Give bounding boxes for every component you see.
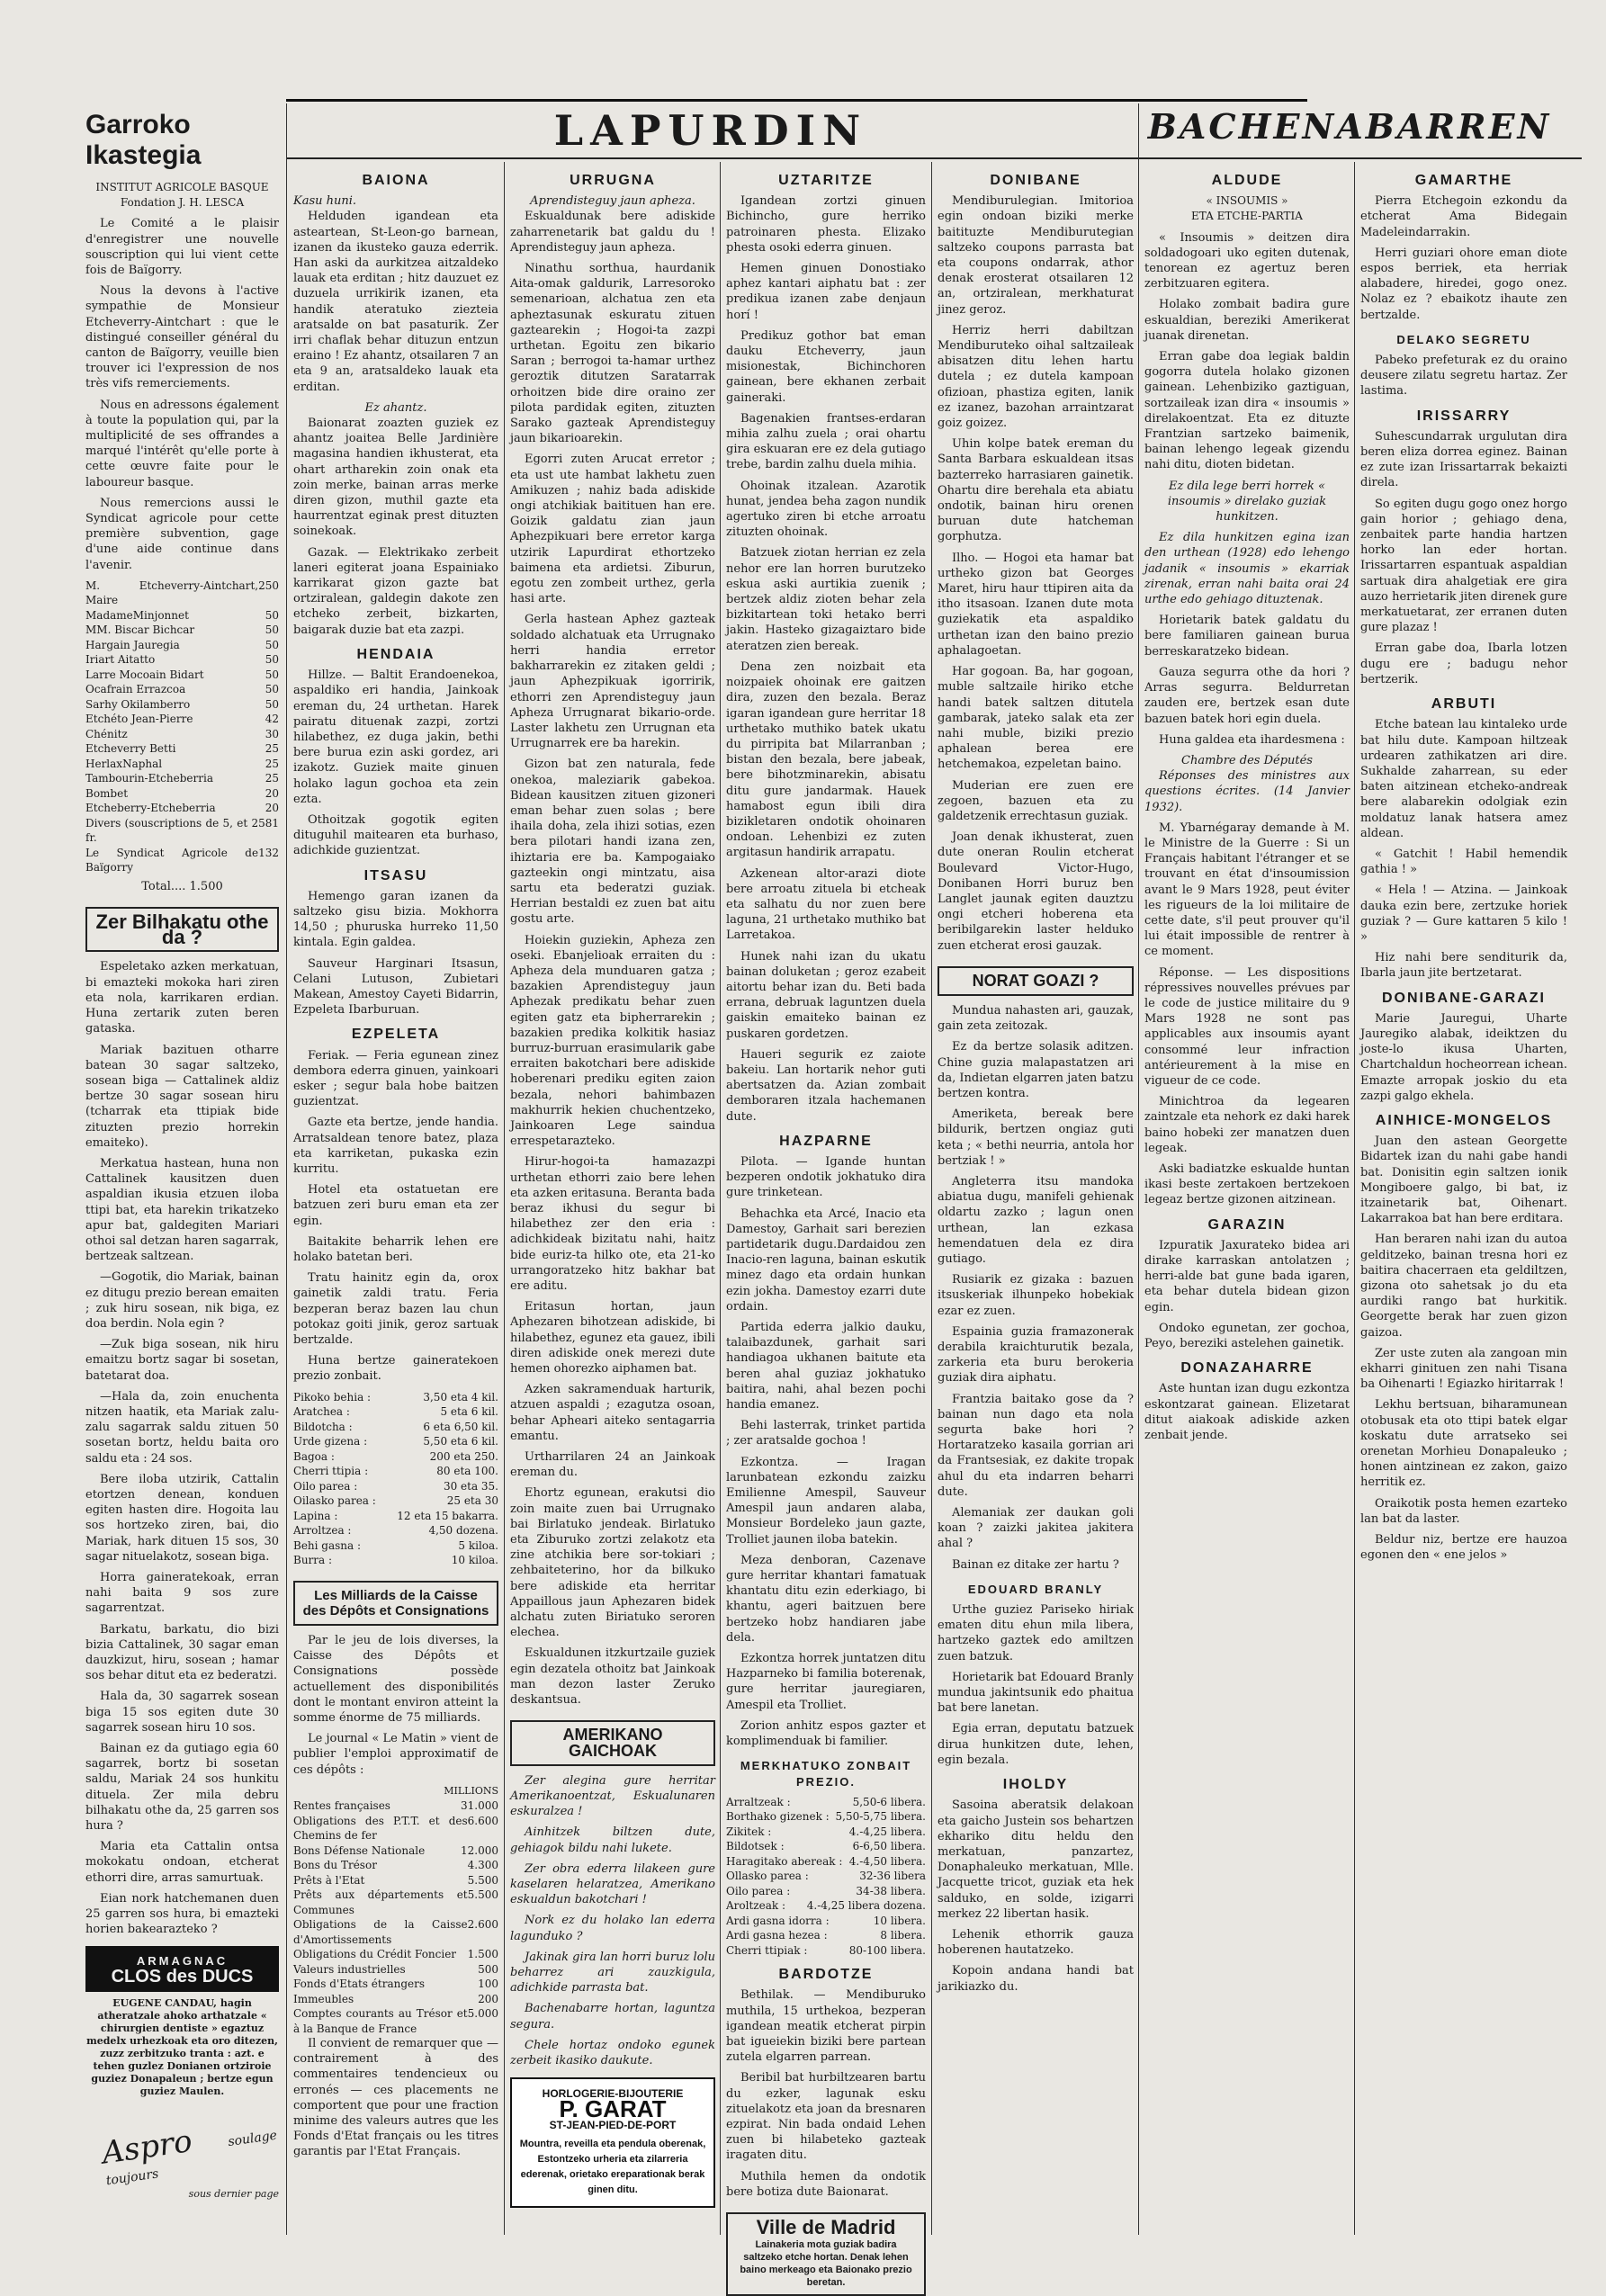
masthead-title: LAPURDIN (553, 106, 868, 155)
subscription-list (85, 578, 279, 875)
column-7: GAMARTHE Pierra Etchegoin ezkondu da etcherat Ama Bidegain Madeleindarrakin. Herri guziari ohore eman diote espos berriek, eta herriak alabadere, hiredei, gogo onez. Nolaz ez ? ebaikotz ihaute zen bertzalde. DELAKO SEGRETU Pabeko prefeturak ez du oraino deusere zilatu segretu hartaz. Zer lastima. IRISSARRY Suhescundarrak urgulutan dira beren eliza dorrea eginez. Bainan ez zute izan Irissartarrak bekaizti direla. So egiten dugu gogo onez horgo gain horior ; gehiago dena, zenbaitek parte handia hartzen horko lan eder hortan. Irissartarren espantuak aspaldian sartuak dira ahalgetiak ere gira auzo herrietarik jiten direnek gure merkatuetarat, zer erranen duten gure plazaz ! Erran gabe doa, Ibarla lotzen dugu ere ; badugu nehor bertzerik. ARBUTI Etche batean lau kintaleko urde bat hilu dute. Kampoan hiltzeak urdearen zathikatzen ari dire. Sukhalde zaharrean, su eder baten aitzinean etcheko-andreak bere alabarekin odolgiak ezin moldatuz lanak hatsera amez aldean. « Gatchit ! Habil hemendik gathia ! » « Hela ! — Atzina. — Jainkoak dauka ezin bere, zertzuke horiek guziak ? — Gure kattaren 5 kilo ! » Hiz nahi bere senditurik da, Ibarla jaun jite bertzetarat. DONIBANE-GARAZI Marie Jauregui, Uharte Jauregiko alabak, ideiktzen du joste-lo ikusa Uharten, Chartchaldun hocheorrean ichean. Emazte arropak joskio du eta zazpi galgo ekhela. AINHICE-MONGELOS Juan den astean Georgette Bidartek izan du nahi gabe handi bat. Donisitin egin saltzen ionik Mongiboere galgo, bi bat, iz itzainetarik bat, Oihenart. Lakarrakoa bat han bere erditara. Han beraren nahi izan du autoa gelditzeko, bainan tresna hori ez baitira chacerraen eta geldiltzen, gizona oto sahetsak jo du eta aurdiki rango bat hurkitik. Georgette berak har zuen gizon gaizoa. Zer uste zuten ala zangoan min ekharri ginituen zen nahi Tisana ba Oihenarti ! Egiazko hiritarrak ! Lekhu bertsuan, biharamunean otobusak eta oto ttipi batek elgar koskatu dute arratseko sei orenetan Morhieu Donapaleuko ; honen aintzinean ez zakon, gaizo herritik ez. Oraikotik posta hemen ezarteko lan bat da laster. Beldur niz, bertze ere hauzoa egonen den « ene jelos » (1360, 173, 1567, 1563)
list-item: Obligations de la Caisse d'Amortissements 2.600 (293, 1918, 498, 1946)
list-item: Aratchea : 5 eta 6 kil. (293, 1405, 498, 1419)
list-item: Prêts à l'Etat 5.500 (293, 1873, 498, 1887)
list-item: Divers (souscriptions de 5, et 2 fr. 581 (85, 816, 279, 845)
list-item: Valeurs industrielles 500 (293, 1962, 498, 1976)
ad-garat: HORLOGERIE-BIJOUTERIE P. GARAT ST-JEAN-PIED-DE-PORT Mountra, reveilla eta pendula oberenak, Estontzeko urheria eta zilarreria ederenak, orietako ereparationak berak ginen ditu. (510, 2077, 715, 2207)
institut: INSTITUT AGRICOLE BASQUE (95, 181, 269, 193)
column-1: Garroko Ikastegia INSTITUT AGRICOLE BASQUE Fondation J. H. LESCA Le Comité a le plaisir d'enregistrer une nouvelle souscription qui lui vient cette fois de Baïgorry. Nous la devons à l'active sympathie de Monsieur Etcheverry-Aintchart : que le distingué conseiller général du canton de Baïgorry, veuille bien trouver ici l'expression de nos très vifs remerciements. Nous en adressons également à toute la population qui, par la multiplicité de ses offrandes a marqué l'intérêt qu'elle porte à cette œuvre faite pour le laboureur basque. Nous remercions aussi le Syndicat agricole pour cette première subvention, gage d'une aide continue dans l'avenir. M. Etcheverry-Aintchart, Maire 250 MadameMinjonnet 50 MM. Biscar Bichcar 50 Hargain Jauregia 50 Iriart Aitatto 50 Larre Mocoain Bidart 50 Ocafrain Errazcoa 50 Sarhy Okilamberro 50 Etchéto Jean-Pierre 42 Chénitz 30 Etcheverry Betti 25 HerlaxNaphal 25 Tambourin-Etcheberria 25 Bombet 20 Etcheberry-Etcheberria 20 Divers (souscriptions de 5, et 2 fr. 581 Le Syndicat Agricole de Baïgorry 132 Total.... 1.500 Zer Bilhakatu othe da ? Espeletako azken merkatuan, bi emazteki mokoka hari ziren eta nola, karrikaren erdian. Huna zertarik zuten beren gataska. Mariak bazituen otharre batean 30 sagar saltzeko, sosean biga — Cattalinek aldiz bertze 30 sagar sosean hiru (tcharrak eta ttipiak bide zituzten prezio horrekin emaiteko). Merkatua hastean, huna non Cattalinek kausitzen duen aspaldian ikusia etzuen iloba ttipi bat, eta harekin trikatzeko apur bat, galdegiten Mariari othoi sal detzan haren sagarrak, bertzeak saltzean. —Gogotik, dio Mariak, bainan ez ditugu prezio berean emaiten ; zuk hiru sosean, nik biga, ez doa berdin. Nola egin ? —Zuk biga sosean, nik hiru emaitzu bortz sagar bi sosetan, batetarat doa. —Hala da, zoin enuchenta nitzen haatik, eta Mariak zalu-zalu sagarrak saldu zituen 50 sosetan bortz, heldu baita oro saldu eta : 24 sos. Bere iloba utzirik, Cattalin etortzen denean, konduen egiten hasten dire. Hogoita lau sos hortzeko ziren, bai, dio Mariak, hark dituen 15 sos, 30 sagar nituelakotz, sosean biga. Horra gaineratekoak, erran nahi baita 9 sos zure sagarrentzat. Barkatu, barkatu, dio bizi bizia Cattalinek, 30 sagar eman dauzkizut, hiru, sosean ; hamar sos behar ditut eta ez bederatzi. Hala da, 30 sagarrek sosean biga 15 sos egiten dute 30 sagarrek sosean hiru 10 sos. Bainan ez da gutiago egia 60 sagarrek, bortz bi sosetan saldu, Mariak 24 sos hunkitu dituela. Zer mila debru bilhakatu othe da, 25 garren sos hura ? Maria eta Cattalin ontsa mokokatu ondoan, etcherat ethorri dire, arras samurtuak. Eian nork hatchemanen duen 25 garren sos hura, bi emazteki horien bakearazteko ? ARMAGNAC CLOS des DUCS EUGENE CANDAU, hagin atheratzale ahoko arthatzale « chirurgien dentiste » egaztuz medelx urhezkoak eta oro ditezen, zuzz zerbitzuko tranta : azt. e tehen guzlez Donianen ortziroie guziez Donapaleun ; bertze egun guziez Maulen. Aspro soulage toujours sous dernier page (85, 106, 279, 2230)
list-item: Oilasko parea : 25 eta 30 (293, 1494, 498, 1508)
list-item: Ardi gasna idorra : 10 libera. (726, 1914, 926, 1927)
column-6: ALDUDE « INSOUMIS » ETA ETCHE-PARTIA « Insoumis » deitzen dira soldadogoari uko egiten dutenak, tenorean ez agertuz beren zerbitzuaren egitera. Holako zombait badira gure eskualdian, bereziki Amerikerat juanak direnetan. Erran gabe doa legiak baldin gogorra dutela holako gizonen gainean. Lehenbiziko gaztiguan, sortzaileak izan dira « insoumis » direlakoentzat. Eta ez dituzte Frantzian sartzeko baimenik, bainan lehengo legeak gizendu nahi ditu, dioten bidetan. Ez dila lege berri horrek « insoumis » direlako guziak hunkitzen. Ez dila hunkitzen egina izan den urthean (1928) edo lehengo jadanik « insoumis » ekarriak zirenak, erran nahi baita orai 24 urthe edo gehiago dituztenak. Horietarik batek galdatu du bere familiaren gainean burua berreskaratzeko bidean. Gauza segurra othe da hori ? Arras segurra. Beldurretan zauden ere, bertzek esan dute bazuen batek hori egin duela. Huna galdea eta ihardesmena : Chambre des Députés Réponses des ministres aux questions écrites. (14 Janvier 1932). M. Ybarnégaray demande à M. le Ministre de la Guerre : Si un Français habitant l'étranger et se trouvant en état d'insoumission avant le 9 Mars 1928, peut éviter les rigueurs de la loi militaire de cette date, s'il peut prouver qu'il lui était impossible de rentrer à ce moment. Réponse. — Les dispositions répressives nouvelles prévues par le code de justice militaire du 9 Mars 1928 ne sont pas applicables aux insoumis ayant consommé leur infraction antérieurement à la mise en vigueur de ce code. Minichtroa da legearen zaintzale eta nehork ez daki harek baino hobeki zer manatzen duen legeak. Aski badiatzke eskualde huntan ikasi beste zertakoen bertzekoen legeaz bertze gizonen aitzinean. GARAZIN Izpuratik Jaxurateko bidea ari dirake karraskan antolatzen ; herri-alde bat gune bada igaren, eta behar dutela bidean gizon egin. Ondoko egunetan, zer gochoa, Peyo, bereziki astelehen gainetik. DONAZAHARRE Aste huntan izan dugu ezkontza eskontzarat gainean. Elizetarat ditut aiakoak adiskide azken zenbait jende. (1144, 173, 1350, 1443)
list-item: Ocafrain Errazcoa 50 (85, 683, 279, 696)
list-item: Borthako gizenek : 5,50-5,75 libera. (726, 1810, 926, 1824)
list-item: Etcheberry-Etcheberria 20 (85, 802, 279, 815)
list-item: Bildotsek : 6-6,50 libera. (726, 1840, 926, 1853)
list-item: Arroltzea : 4,50 dozena. (293, 1524, 498, 1538)
list-item: Prêts aux départements et Communes 5.500 (293, 1888, 498, 1916)
list-item: Oilo parea : 30 eta 35. (293, 1479, 498, 1493)
list-item: Le Syndicat Agricole de Baïgorry 132 (85, 846, 279, 874)
list-item: Immeubles 200 (293, 1992, 498, 2005)
list-item: Bagoa : 200 eta 250. (293, 1449, 498, 1463)
list-item: Obligations du Crédit Foncier 1.500 (293, 1948, 498, 1961)
box-milliards: Les Milliards de la Caisse des Dépôts et Consignations (293, 1581, 498, 1626)
masthead-rule (286, 99, 1307, 102)
ad-armagnac: ARMAGNAC CLOS des DUCS (85, 1946, 279, 1991)
list-item: Lapina : 12 eta 15 bakarra. (293, 1509, 498, 1522)
list-item: Ollasko parea : 32-36 libera (726, 1870, 926, 1883)
list-item: Arraltzeak : 5,50-6 libera. (726, 1795, 926, 1808)
list-item: Bildotcha : 6 eta 6,50 kil. (293, 1420, 498, 1433)
list-item: Tambourin-Etcheberria 25 (85, 772, 279, 785)
masthead-underline (286, 157, 1582, 159)
list-item: Pikoko behia : 3,50 eta 4 kil. (293, 1390, 498, 1404)
list-item: Burra : 10 kiloa. (293, 1554, 498, 1567)
ezpeleta-prices (293, 1390, 498, 1568)
list-item: Ardi gasna hezea : 8 libera. (726, 1929, 926, 1942)
box-amerikano: AMERIKANO GAICHOAK (510, 1720, 715, 1765)
deposits-list (293, 1798, 498, 2036)
list-item: Bons Défense Nationale 12.000 (293, 1843, 498, 1857)
list-item: Larre Mocoain Bidart 50 (85, 668, 279, 681)
list-item: Cherri ttipiak : 80-100 libera. (726, 1943, 926, 1957)
fondation: Fondation J. H. LESCA (120, 196, 245, 210)
list-item: M. Etcheverry-Aintchart, Maire 250 (85, 578, 279, 607)
box-zer-bilhakatu: Zer Bilhakatu othe da ? (85, 907, 279, 952)
subscription-total: Total.... 1.500 (141, 879, 223, 893)
list-item: HerlaxNaphal 25 (85, 757, 279, 770)
list-item: Cherri ttipia : 80 eta 100. (293, 1465, 498, 1478)
list-item: Etcheverry Betti 25 (85, 742, 279, 756)
list-item: Oilo parea : 34-38 libera. (726, 1884, 926, 1897)
masthead-title-right: BACHENABARREN (1147, 106, 1552, 147)
list-item: Chénitz 30 (85, 727, 279, 740)
ad-aspro: Aspro soulage toujours (99, 2122, 278, 2189)
title-garroko: Garroko Ikastegia (85, 110, 202, 170)
list-item: Zikitek : 4.-4,25 libera. (726, 1825, 926, 1838)
list-item: MadameMinjonnet 50 (85, 608, 279, 622)
list-item: Bombet 20 (85, 786, 279, 800)
list-item: Hargain Jauregia 50 (85, 638, 279, 651)
ad-ville-de-madrid: Ville de Madrid Lainakeria mota guziak badira saltzeko etche hortan. Denak lehen baino merkeago eta Baionako prezio beretan. (726, 2212, 926, 2296)
column-2: BAIONA Kasu huni. Helduden igandean eta asteartean, St-Leon-go barnean, izanen da ikusteko gauza ederrik. Han aski da aurkitzea aitzaldeko lauak eta erditan ; hitz dauzuet ez duzuela urrikirik izanen, eta handik ateratuko ziezteia aratsalde on bat pasaturik. Zer irri chaflak behar dituzun entzun eraino ! Ez ahantz, otsailaren 7 an eta 9 an, aratsaldeko lauak eta erditan. Ez ahantz. Baionarat zoazten guziek ez ahantz joaitea Belle Jardinière magasina handien ikhusterat, eta ohart artharekin zoin onak eta zoin merke, bainan arras merke diren gizon, muthil gazte eta haurrentzat eginak prest dituzten soinekoak. Gazak. — Elektrikako zerbeit laneri egiterat joana Espainiako karrikarat gizon gazte bat ortziralean, galdegin dakote zen etcheko zerbeit, bizkarten, baigarak duzie bat eta zazpi. HENDAIA Hillze. — Baltit Erandoenekoa, aspaldiko eri handia, Jainkoak ereman du, 24 urthetan. Harek pairatu dituenak zazpi, zortzi hilabethez, ez duga jakin, bethi bere burua ezin aski gordez, ari izakotz. Guziek maite ginuen holako lagun gochoa eta zein ezta. Othoitzak gogotik egiten dituguhil maitearen eta burhaso, adichkide guzientzat. ITSASU Hemengo garan izanen da saltzeko gisu bizia. Mokhorra 14,50 ; phuruska hurreko 11,50 kintala. Egin galdea. Sauveur Harginari Itsasun, Celani Lutuson, Zubietari Makean, Amestoy Cayeti Bidarrin, Ezpeleta Ibarburuan. EZPELETA Feriak. — Feria egunean zinez dembora ederra ginuen, yainkoari esker ; segur bala hobe baitzen guzientzat. Gazte eta bertze, jende handia. Arratsaldean tenore batez, plaza eta karriketan, pukaska ezin kurritu. Hotel eta ostatuetan ere batzuen zeri buru eman eta zer egin. Baitakite beharrik lehen ere holako batetan beri. Tratu hainitz egin da, orox gainetik zaldi tratu. Feria bezperan beraz bazen lau chun potokaz goiti jinik, geroz sartuak bertzalde. Huna bertze gaineratekoen prezio zonbait. Pikoko behia : 3,50 eta 4 kil. Aratchea : 5 eta 6 kil. Bildotcha : 6 eta 6,50 kil. Urde gizena : 5,50 eta 6 kil. Bagoa : 200 eta 250. Cherri ttipia : 80 eta 100. Oilo parea : 30 eta 35. Oilasko parea : 25 eta 30 Lapina : 12 eta 15 bakarra. Arroltzea : 4,50 dozena. Behi gasna : 5 kiloa. Burra : 10 kiloa. Les Milliards de la Caisse des Dépôts et Consignations Par le jeu de lois diverses, la Caisse des Dépôts et Consignations possède actuellement des disponibilités dont le montant environ atteint la somme énorme de 75 milliards. Le journal « Le Matin » vient de publier l'emploi approximatif de ces dépôts : MILLIONS Rentes françaises 31.000 Obligations des P.T.T. et des Chemins de fer 6.600 Bons Défense Nationale 12.000 Bons du Trésor 4.300 Prêts à l'Etat 5.500 Prêts aux départements et Communes 5.500 Obligations de la Caisse d'Amortissements 2.600 Obligations du Crédit Foncier 1.500 Valeurs industrielles 500 Fonds d'Etats étrangers 100 Immeubles 200 Comptes courants au Trésor et à la Banque de France 5.000 Il convient de remarquer que — contrairement à des commentaires tendencieux ou erronés — ces placements ne comportent que pour une fraction minime des valeurs autres que les Fonds d'Etat français ou les titres garantis par l'Etat Français. (293, 173, 498, 2159)
list-item: Etchéto Jean-Pierre 42 (85, 713, 279, 726)
list-item: Obligations des P.T.T. et des Chemins de fer 6.600 (293, 1814, 498, 1843)
list-item: Iriart Aitatto 50 (85, 653, 279, 667)
list-item: Comptes courants au Trésor et à la Banque de France 5.000 (293, 2007, 498, 2035)
box-norat-goazi: NORAT GOAZI ? (938, 966, 1134, 996)
column-5: DONIBANE Mendiburulegian. Imitorioa egin ondoan biziki merke baitituzte Mendiburutegian saltzeko coupons parrasta bat eta coupons ondarrak, athor denak erosterat otsailaren 12 an, ortziralean, merkhaturat jinez geroz. Herriz herri dabiltzan Mendiburuteko oihal saltzaileak abisatzen ditu lehen hartu dutela ; ez dutela kampoan ofizioan, phastiza egiten, lanik ez izanez, bazohan arraintzarat goiz goizez. Uhin kolpe batek ereman du Santa Barbara eskualdean itsas bazterreko harrasiaren gainetik. Ohartu dire berehala eta abiatu ondotik, bainan hiru orenen buruan dute hatcheman gorphutza. Ilho. — Hogoi eta hamar bat urtheko gizon bat Georges Maret, hiru haur ttipiren aita da itho itsasoan. Izanen dute mota guziekatik eta aspaldiko urthetan izan den baino prezio aphalagoetan. Har gogoan. Ba, har gogoan, muble saltzaile hiriko etche handi batek saltzen ditutela gambarak, jateko salak eta zer nahi muble, biziki prezio aphalean berea ere hetchemakoa, ezpeletan baino. Muderian ere zuen ere zegoen, bazuen eta zu galdetzenik errechtasun guziak. Joan denak ikhusterat, zuen dute oneran Roulin etcherat Boulevard Victor-Hugo, Donibanen Horri buruz ben Langlet jaunak egiten dauztzu ongi etcheri hoberena eta beribilgarekin laster helduko zuen etcherat erosi gauzak. NORAT GOAZI ? Mundua nahasten ari, gauzak, gain zeta zeitozak. Ez da bertze solasik aditzen. Chine guzia malapastatzen ari da, Indietan elgarren jaten batzu bertzen kontra. Ameriketa, bereak bere bildurik, bertzen ongiaz guti keta ; « bethi neurria, antola hor bertziak ! » Angleterra itsu mandoka abiatua dugu, manifeli gehienak oldartu zazko ; lagun onen urthean, lan ezkasa hemendatuen dela ez dira gutiago. Rusiarik ez gizaka : bazuen itsuskeriak ilhunpeko hobekiak ezar ez zuen. Espainia guzia framazonerak derabila kraichturutik bezala, zarkeria eta buru berokeria guziak dira aiphatu. Frantzia baitako gose da ? bainan nun dago eta nola segurta bake hori ? Hortaratzeko kasaila gorrian ari da Frantsesiak, ez dakite tropak ahul du eta indarren beharri dute. Alemaniak zer daukan goli koan ? zaizki jakitea jakitera ahal ? Bainan ez ditake zer hartu ? EDOUARD BRANLY Urthe guziez Pariseko hiriak ematen ditu ehun mila libera, hartzeko gaztek edo amiltzen zuen batzuk. Horietarik bat Edouard Branly mundua jakintsunik edo phaitua bat bere lanetan. Egia erran, deputatu batzuek dirua hunkitzen dute, lehen, egin bezala. IHOLDY Sasoina aberatsik delakoan eta gaicho Justein sos behartzen ekhariko ditu heldu den merkatuan, panzartez, Donaphaleuko merkatuan, Mlle. Jacquette tricot, guziak eta hek salduko, en solde, izigarri merkez 22 libertan hasik. Lehenik ethorrik gauza hoberenen hautatzeko. Kopoin andana handi bat jarikiazko du. (938, 173, 1134, 1994)
list-item: Rentes françaises 31.000 (293, 1799, 498, 1813)
list-item: Aroltzeak : 4.-4,25 libera dozena. (726, 1899, 926, 1913)
list-item: Urde gizena : 5,50 eta 6 kil. (293, 1435, 498, 1448)
list-item: Sarhy Okilamberro 50 (85, 697, 279, 711)
list-item: Haragitako abereak : 4.-4,50 libera. (726, 1854, 926, 1868)
ad-candau: EUGENE CANDAU, hagin atheratzale ahoko arthatzale « chirurgien dentiste » egaztuz medelx urhezkoak eta oro ditezen, zuzz zerbitzuko tranta : azt. e tehen guzlez Donianen ortziroie guziez Donapaleun ; bertze egun guziez Maulen. (86, 1996, 278, 2097)
list-item: Behi gasna : 5 kiloa. (293, 1538, 498, 1552)
list-item: Bons du Trésor 4.300 (293, 1859, 498, 1872)
list-item: MM. Biscar Bichcar 50 (85, 623, 279, 637)
column-4: UZTARITZE Igandean zortzi ginuen Bichincho, gure herriko patroinaren phesta. Elizako phesta osoki ederra ginuen. Hemen ginuen Donostiako aphez kantari aiphatu bat : zer predikua izanen zabe denjaun horí ! Predikuz gothor bat eman dauku Etcheverry, jaun misionestak, Bichinchoren gainean, bere ekhanen zerbait gaineraki. Bagenakien frantses-erdaran mihia zalhu zuela ; orai ohartu gira eskuaran ere ez dela gutiago trebe, bardin zalhu duela mihia. Ohoinak itzalean. Azarotik hunat, jendea beha zagon nundik agertuko ziren bi etche arroatu zituzten ohoinak. Batzuek ziotan herrian ez zela nehor ere lan horren burutzeko eskua aski aurtikia zuenik ; bertzek aldiz zioten behar zela bizkitartean toki hetako berri jakin. Hasteko gizagaiztaro bide ateratzen zien bereak. Dena zen noizbait eta noizpaiek ohoinak ere gaitzen dira, zuzen den bezala. Beraz igaran igandean gure herritar 18 urthetako muthiko batek ukatu du pirripita bat Milarranban ; bistan den bezala, bere jabeak, bere bihotzminarekin, abisatu ditu gure jandarmak. Hauek hamabost egun ibili dira bizikletaren ondotik ohoinaren ondoan. Lehenbizi ez zuten argitasun handirik arrapatu. Azkenean altor-arazi diote bere arroatu zituela bi etcheak eta salhatu du nor zuen bere laguna, 21 urthetako muthiko bat Larretakoa. Hunek nahi izan du ukatu bainan doluketan ; geroz ezabeit aitortu behar izan du. Beti bada errana, debruak laguntzen duela gaiskin emaiteko bainan ez puskaren gordetzen. Haueri segurik ez zaiote bakeiu. Lan hortarik nehor guti abertsatzen da. Azian zombait demboraren itzala hachemanen dute. HAZPARNE Pilota. — Igande huntan bezperen ondotik jokhatuko dira gure trinketean. Behachka eta Arcé, Inacio eta Damestoy, Garhait sari berezien partidetarik dugu.Dardaidou zen Inacio-ren laguna, bainan eskutik minez dago eta ordain hunkan ezin jokha. Damestoy ezarri dute ordain. Partida ederra jalkio dauku, talaibazdunek, garhait sari handiagoa ukhanen baitute eta beren ahal guziaz jokhatuko baitira, nahi, ahal bezen pochi handia emanez. Behi lasterrak, trinket partida ; zer aratsalde gochoa ! Ezkontza. — Iragan larunbatean ezkondu zaizku Emilienne Amespil, Sauveur Amespil jaun andaren alaba, Monsieur Bordeleko jaun gazte, Trolliet jaunen iloba batekin. Meza denboran, Cazenave gure herritar khantari famatuak khantatu ditu ezin ederkiago, bi khantu, ageri baitzuen bere bertzeko hobz handiaren jabe dela. Ezkontza horrek juntatzen ditu Hazparneko bi familia boterenak, gure herritar jauregiaren, Amespil eta Trolliet. Zorion anhitz espos gazter et komplimenduak bi familier. MERKHATUKO ZONBAIT PREZIO. Arraltzeak : 5,50-6 libera. Borthako gizenek : 5,50-5,75 libera. Zikitek : 4.-4,25 libera. Bildotsek : 6-6,50 libera. Haragitako abereak : 4.-4,50 libera. Ollasko parea : 32-36 libera Oilo parea : 34-38 libera. Aroltzeak : 4.-4,25 libera dozena. Ardi gasna idorra : 10 libera. Ardi gasna hezea : 8 libera. Cherri ttipiak : 80-100 libera. BARDOTZE Bethilak. — Mendiburuko muthila, 15 urthekoa, bezperan igandean meatik etcherat pirpin bat igueiekin biziki bere partean zutela elgarren parrean. Beribil bat hurbiltzearen bartu du ezker, lagunak esku zituelakotz eta joan da bresnaren ezpirat. Nin bada ondaid Lehen zuen bi hilabeteko gazteak iragaten ditu. Muthila hemen da ondotik bere botiza dute Baionarat. Ville de Madrid Lainakeria mota guziak badira saltzeko etche hortan. Denak lehen baino merkeago eta Baionako prezio beretan. (726, 164, 926, 2230)
hazparne-prices (726, 1795, 926, 1959)
column-3: URRUGNA Aprendisteguy jaun apheza. Eskualdunak bere adiskide zaharrenetarik bat galdu du ! Aprendisteguy jaun apheza. Ninathu sorthua, haurdanik Aita-omak galdurik, Larresoroko semenarioan, alchatua zen eta apheztasunak eskuratu zituen gaztearekin ; Hogoi-ta zazpi urthetan. Egoitu zen bikario Saran ; berrogoi ta-hamar urthez geroztik ditutzen Saratarrak orhoitzen bide dire oraino zer pilota pardidak egiten, zituzten Sarako gazteak Aprendisteguy jaun bikarioarekin. Egorri zuten Arucat erretor ; eta ust ute hambat lakhetu zuen Amikuzen ; nahiz bada adiskide ongi atchikiak baitituen han ere. Goizik galdatu zian jaun Aphezpikuari bere erretor karga utzirik Lapurdirat ethortzeko baimena eta ardietsi. Ziburun, egotu zen zombeit urthez, gerla hasi arte. Gerla hastean Aphez gazteak soldado alchatuak eta Urrugnako herri handia erretor bakharrarekin ez zitaken geldi ; jaun Aphezpikuak igorririk, ethorri zen Aprendisteguy jaun Apheza Urrugnarat bikario-orde. Laster lakhetu zen Urrugnan eta Urrugnarrek ere ba harekin. Gizon bat zen naturala, fede onekoa, maleziarik gabekoa. Bidean kausitzen zituen gizoneri eman behar zuen solas ; bere ihaila doha, zela ihizi sotias, ezen bera pilotari handi izana zen, ihiztaria ere ba. Kampogaiako gazteekin ongi mintzatu, aisa sartu eta bederatzi guziak. Herrian bestaldi ez zuen bat aitu gostu arte. Hoiekin guziekin, Apheza zen oseki. Ebanjelioak erraiten du : Apheza dela munduaren gatza ; bazakien Aprendisteguy jaun Aphezak predikatu behar zuen egiten gatz eta bipherrarekin ; bazakien predika kolkitik hasiaz burruz-burruan erasimularik gabe erraiten bakotchari bere adiskide hoberenari prediku egiten zaion bezala, nehori bahimbazen makhurrik hekien chuchentzeko, Jainkoaren Lege saindua errespetarazteko. Hirur-hogoi-ta hamazazpi urthetan ethorri zaio bere lehen eta azken eritasuna. Beranta bada beraz ikhusi du segur bi hilabethez zer den eria : adichkideak bizitatu nahi, haitz bide euriz-ta hilko ote, eta 21-ko urrangoratzeko hitz bakhar bat ere aditu. Eritasun hortan, jaun Aphezaren bihotzean adiskide, bi hilabethez, egunez eta gauez, ibili diren adiskide onek merezi dute hemen ohorezko aiphamen bat. Azken sakramenduak harturik, atzuen aspaldi ; ezagutza osoan, behar Apheari aiteko sentagarria emantu. Urtharrilaren 24 an Jainkoak ereman du. Ehortz egunean, erakutsi dio zoin maite zuen bai Urrugnako bai Birlatuko jendeak. Birlatuko eta Ziburuko zortzi zelakotz eta zine atchikia bere sor-tokiari ; zehbaiteterino, hor da bilkuko bere adiskide eta herritar Appaillous jaun Aphezaren bidek alchatu zuten Biriatuko seroren elechea. Eskualdunen itzkurtzaile guziek egin dezatela othoitz bat Jainkoak man dezon laster Zeruko deskantsua. AMERIKANO GAICHOAK Zer alegina gure herritar Amerikanoentzat, Eskualunaren eskuralzea ! Ainhitzek biltzen dute, gehiagok bildu nahi lukete. Zer obra ederra lilakeen gure kaselaren helaratzea, Amerikano eskualdun bakotchari ! Nork ez du holako lan ederra lagunduko ? Jakinak gira lan horri buruz lolu beharrez ari zauzkigula, adichkide parrasta bat. Bachenabarre hortan, laguntza segura. Chele hortaz ondoko egunek zerbeit ikasiko daukute. HORLOGERIE-BIJOUTERIE P. GARAT ST-JEAN-PIED-DE-PORT Mountra, reveilla eta pendula oberenak, Estontzeko urheria eta zilarreria ederenak, orietako ereparationak berak ginen ditu. (510, 164, 715, 2230)
list-item: Fonds d'Etats étrangers 100 (293, 1978, 498, 1991)
